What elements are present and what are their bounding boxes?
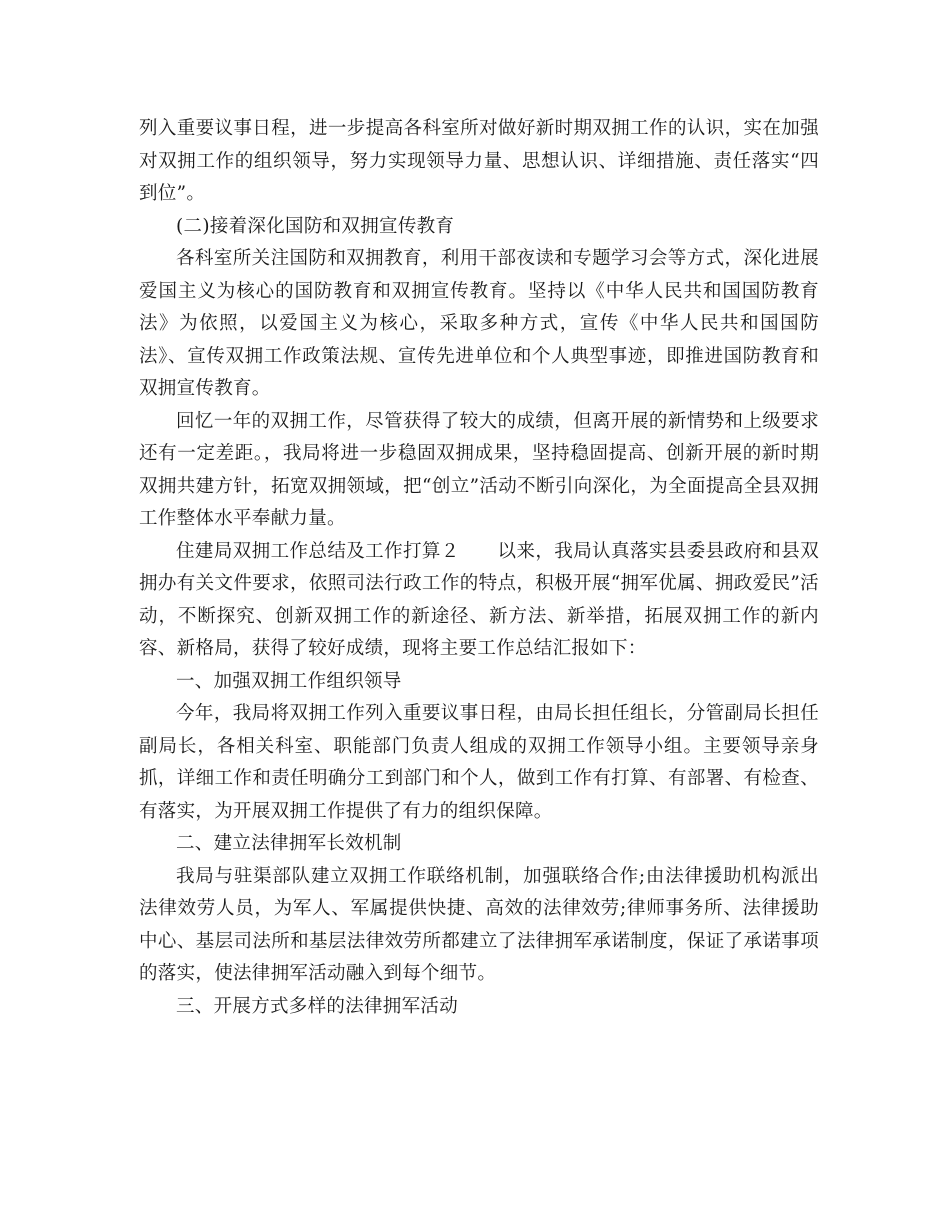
paragraph-review: 回忆一年的双拥工作，尽管获得了较大的成绩，但离开展的新情势和上级要求还有一定差距。，我局将进一步稳固双拥成果，坚持稳固提高、创新开展的新时期双拥共建方针，拓宽双拥领域，把“创立”活动不断引向深化，为全面提高全县双拥工作整体水平奉献力量。: [139, 410, 819, 529]
section-heading-2: (二)接着深化国防和双拥宣传教育: [176, 215, 455, 237]
paragraph-continuation: 列入重要议事日程，进一步提高各科室所对做好新时期双拥工作的认识，实在加强对双拥工作的组织领导，努力实现领导力量、思想认识、详细措施、责任落实“四到位”。: [139, 118, 819, 204]
section-heading-mechanism: 二、建立法律拥军长效机制: [176, 833, 402, 854]
section-heading-leadership: 一、加强双拥工作组织领导: [176, 670, 402, 692]
document-body: [139, 113, 819, 1023]
paragraph-mechanism: 我局与驻渠部队建立双拥工作联络机制，加强联络合作;由法律援助机构派出法律效劳人员，为军人、军属提供快捷、高效的法律效劳;律师事务所、法律援助中心、基层司法所和基层法律效劳所都建立了法律拥军承诺制度，保证了承诺事项的落实，使法律拥军活动融入到每个细节。: [139, 865, 819, 984]
section-heading-activities: 三、开展方式多样的法律拥军活动: [176, 995, 459, 1017]
paragraph-defense-education: 各科室所关注国防和双拥教育，利用干部夜读和专题学习会等方式，深化进展爱国主义为核心的国防教育和双拥宣传教育。坚持以《中华人民共和国国防教育法》为依照，以爱国主义为核心，采取多种方式，宣传《中华人民共和国国防法》、宣传双拥工作政策法规、宣传先进单位和个人典型事迹，即推进国防教育和双拥宣传教育。: [139, 248, 819, 399]
paragraph-summary-intro: 住建局双拥工作总结及工作打算２ 以来，我局认真落实县委县政府和县双拥办有关文件要求，依照司法行政工作的特点，积极开展“拥军优属、拥政爱民”活动，不断探究、创新双拥工作的新途径、新方法、新举措，拓展双拥工作的新内容、新格局，获得了较好成绩，现将主要工作总结汇报如下：: [139, 540, 819, 659]
paragraph-leadership: 今年，我局将双拥工作列入重要议事日程，由局长担任组长，分管副局长担任副局长，各相关科室、职能部门负责人组成的双拥工作领导小组。主要领导亲身抓，详细工作和责任明确分工到部门和个人，做到工作有打算、有部署、有检查、有落实，为开展双拥工作提供了有力的组织保障。: [139, 703, 819, 822]
